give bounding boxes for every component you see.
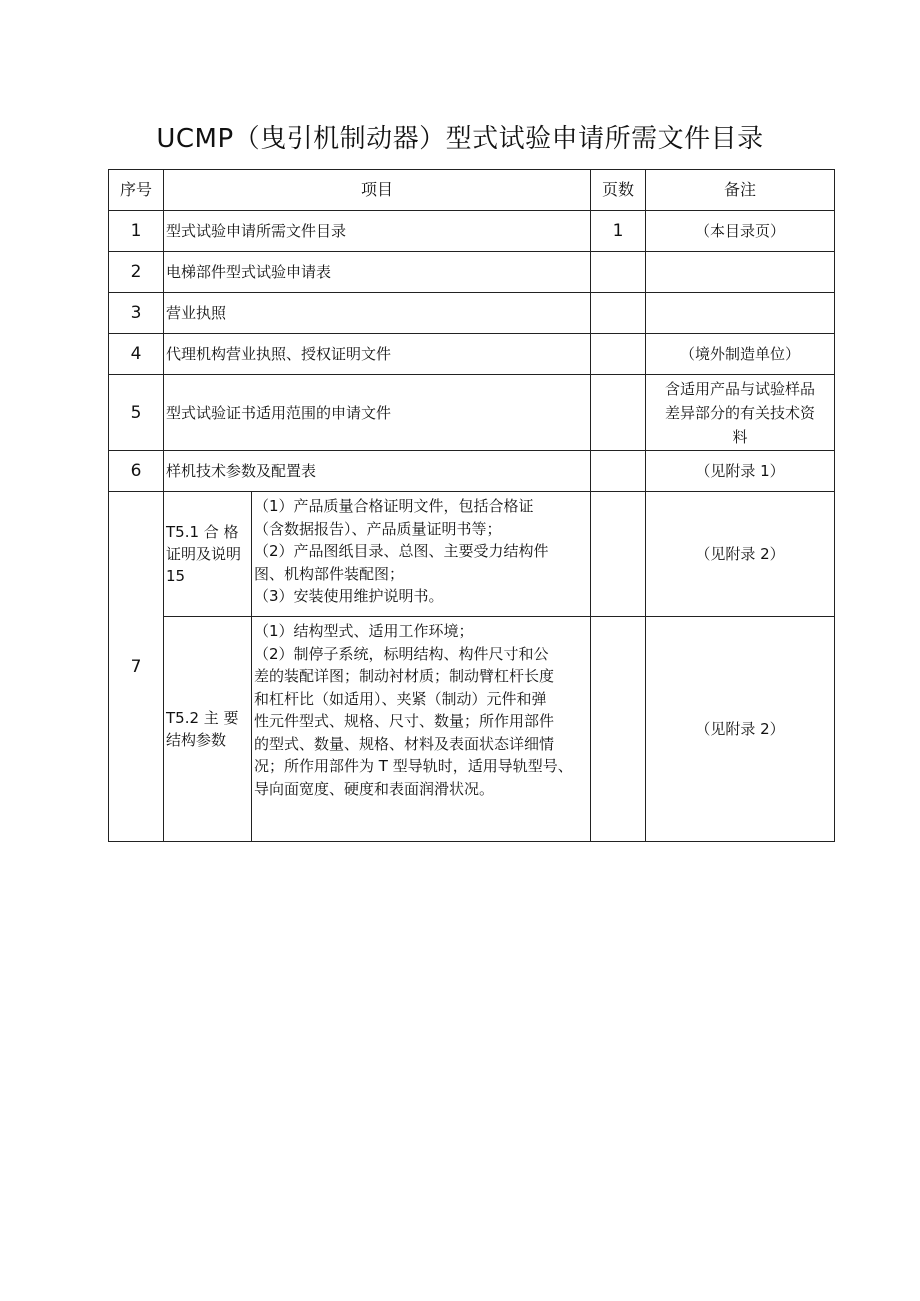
table-row (109, 293, 835, 334)
note-line: 差异部分的有关技术资 (665, 403, 816, 422)
detail-line: （3）安装使用维护说明书。 (254, 587, 444, 605)
row-item: 型式试验申请所需文件目录 (164, 211, 591, 252)
header-item: 项目 (164, 170, 591, 211)
table-row (109, 334, 835, 375)
sub-label-line: 15 (166, 567, 186, 585)
page-title: UCMP（曳引机制动器）型式试验申请所需文件目录 (156, 124, 764, 154)
table-row (109, 451, 835, 492)
row-note: （本目录页） (646, 211, 835, 252)
sub-item-label (164, 617, 252, 842)
note-line: 料 (732, 427, 748, 446)
table-row (109, 375, 835, 451)
row-num: 7 (109, 492, 164, 842)
detail-line: （1）产品质量合格证明文件，包括合格证 (254, 497, 534, 515)
row-pages (591, 451, 646, 492)
table-row (109, 252, 835, 293)
row-pages (591, 375, 646, 451)
detail-line: （含数据报告）、产品质量证明书等； (254, 519, 502, 538)
row-pages (591, 617, 646, 842)
table-row (109, 617, 835, 842)
row-num: 4 (109, 334, 164, 375)
detail-line: （1）结构型式、适用工作环境； (254, 622, 474, 640)
table-header-row (109, 170, 835, 211)
row-item: 代理机构营业执照、授权证明文件 (164, 334, 591, 375)
row-num: 2 (109, 252, 164, 293)
header-pages: 页数 (591, 170, 646, 211)
row-item: 样机技术参数及配置表 (164, 451, 591, 492)
row-item: 营业执照 (164, 293, 591, 334)
row-note (646, 293, 835, 334)
document-catalog-table (108, 169, 835, 842)
row-note (646, 252, 835, 293)
row-pages (591, 293, 646, 334)
detail-line: 差的装配详图；制动衬材质；制动臂杠杆长度 (254, 667, 555, 685)
row-pages (591, 252, 646, 293)
detail-line: 导向面宽度、硬度和表面润滑状况。 (254, 779, 495, 798)
row-num: 3 (109, 293, 164, 334)
row-pages: 1 (591, 211, 646, 252)
sub-item-label (164, 492, 252, 617)
sub-item-detail (252, 617, 591, 842)
sub-label-line: T5.2 主 要 (166, 709, 239, 727)
row-pages (591, 334, 646, 375)
row-num: 6 (109, 451, 164, 492)
header-note: 备注 (646, 170, 835, 211)
sub-label-line: 结构参数 (166, 731, 227, 749)
detail-line: 况；所作用部件为 T 型导轨时，适用导轨型号、 (254, 757, 573, 775)
row-note: （见附录 1） (646, 451, 835, 492)
detail-line: 图、机构部件装配图； (254, 564, 405, 583)
row-pages (591, 492, 646, 617)
detail-line: 的型式、数量、规格、材料及表面状态详细情 (254, 734, 555, 753)
row-note: （境外制造单位） (646, 334, 835, 375)
row-item: 型式试验证书适用范围的申请文件 (164, 375, 591, 451)
note-line: 含适用产品与试验样品 (665, 379, 816, 398)
sub-label-line: 证明及说明 (166, 545, 242, 563)
row-num: 1 (109, 211, 164, 252)
row-note (646, 375, 835, 451)
table-row (109, 211, 835, 252)
sub-item-detail (252, 492, 591, 617)
detail-line: （2）产品图纸目录、总图、主要受力结构件 (254, 542, 549, 560)
row-note: （见附录 2） (646, 492, 835, 617)
sub-label-line: T5.1 合 格 (166, 523, 239, 541)
detail-line: 和杠杆比（如适用）、夹紧（制动）元件和弹 (254, 689, 547, 708)
header-num: 序号 (109, 170, 164, 211)
row-note: （见附录 2） (646, 617, 835, 842)
detail-line: 性元件型式、规格、尺寸、数量；所作用部件 (254, 712, 555, 730)
row-item: 电梯部件型式试验申请表 (164, 252, 591, 293)
row-num: 5 (109, 375, 164, 451)
table-row (109, 492, 835, 617)
detail-line: （2）制停子系统，标明结构、构件尺寸和公 (254, 644, 549, 663)
